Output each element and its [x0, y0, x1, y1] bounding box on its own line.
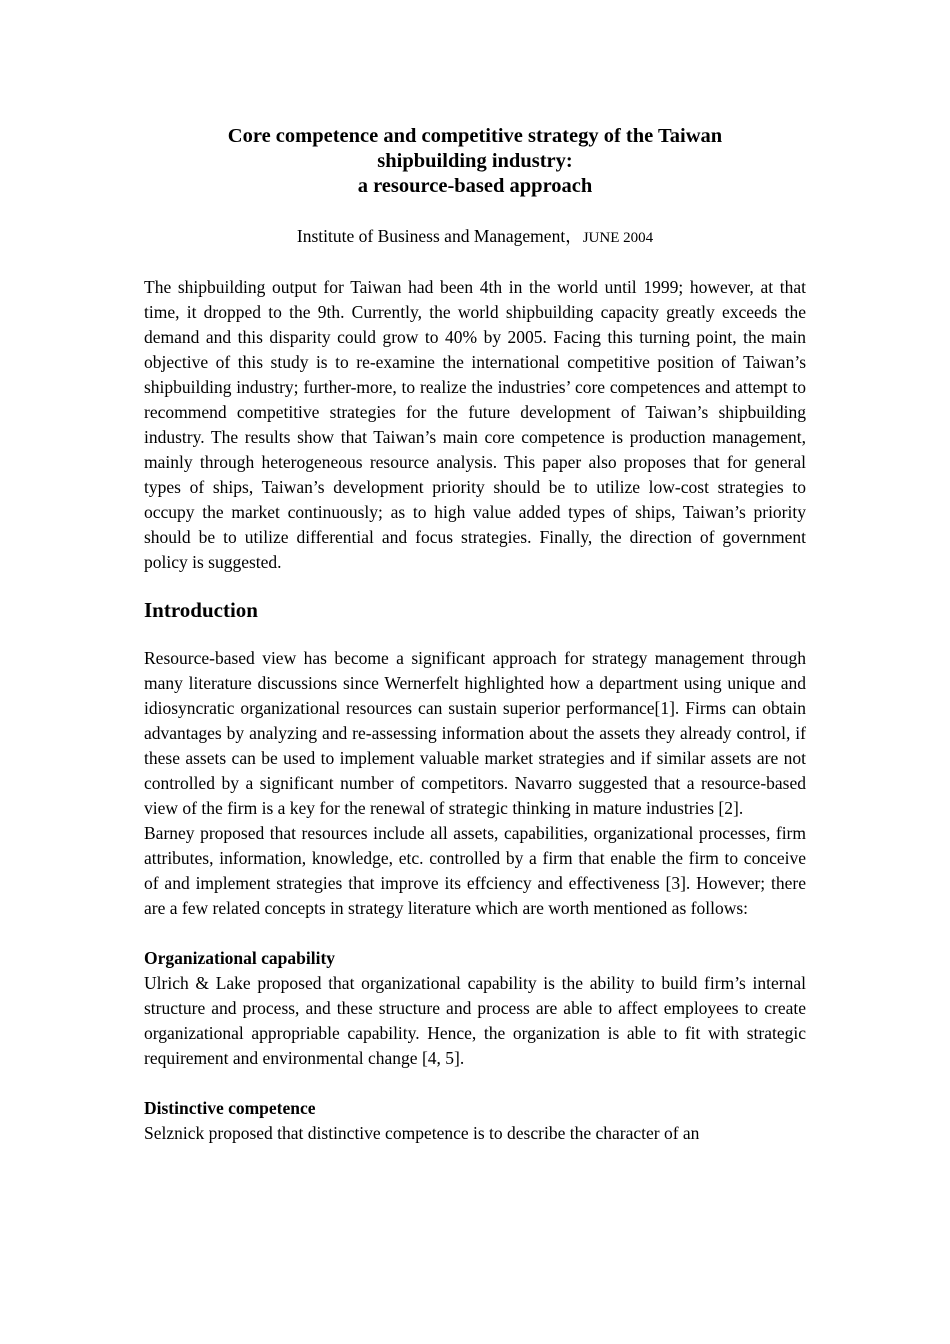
paper-title-line-1: Core competence and competitive strategy of the Taiwan: [227, 125, 723, 147]
introduction-paragraph-1: Resource-based view has become a significant approach for strategy management through many literature discussions since Wernerfelt highlighted how a department using unique and idiosyncratic organizational resources can sustain superior performance[1]. Firms can obtain advantages by analyzing and re-assessing information about the assets they already control, if these assets can be used to implement valuable market strategies and if similar assets are not controlled by a significant number of competitors. Navarro suggested that a resource-based view of the firm is a key for the renewal of strategic thinking in mature industries [2].: [144, 648, 806, 818]
paper-title-line-2: shipbuilding industry:: [377, 150, 573, 172]
paper-title: [144, 124, 806, 199]
distinctive-competence-heading: Distinctive competence: [144, 1098, 316, 1118]
organizational-capability-heading: Organizational capability: [144, 948, 336, 968]
paper-page: [144, 124, 806, 1146]
publication-date: JUNE 2004: [582, 230, 654, 246]
distinctive-competence-paragraph: Selznick proposed that distinctive competence is to describe the character of an: [144, 1123, 700, 1143]
abstract-paragraph: The shipbuilding output for Taiwan had been 4th in the world until 1999; however, at that time, it dropped to the 9th. Currently, the world shipbuilding capacity greatly exceeds the demand and this disparity could grow to 40% by 2005. Facing this turning point, the main objective of this study is to re-examine the international competitive position of Taiwan’s shipbuilding industry; further-more, to realize the industries’ core competences and attempt to recommend competitive strategies for the future development of Taiwan’s shipbuilding industry. The results show that Taiwan’s main core competence is production management, mainly through heterogeneous resource analysis. This paper also proposes that for general types of ships, Taiwan’s development priority should be to utilize low-cost strategies to occupy the market continuously; as to high value added types of ships, Taiwan’s priority should be to utilize differential and focus strategies. Finally, the direction of government policy is suggested.: [144, 277, 806, 572]
organizational-capability-paragraph: Ulrich & Lake proposed that organizational capability is the ability to build firm’s internal structure and process, and these structure and process are able to affect employees to create organizational appropriable capability. Hence, the organization is able to fit with strategic requirement and environmental change [4, 5].: [144, 973, 806, 1068]
affiliation-line: [144, 224, 806, 251]
paper-title-line-3: a resource-based approach: [357, 175, 593, 197]
introduction-heading: Introduction: [144, 598, 258, 622]
institute-name: Institute of Business and Management，: [296, 226, 583, 246]
introduction-paragraph-2: Barney proposed that resources include all assets, capabilities, organizational processes, firm attributes, information, knowledge, etc. controlled by a firm that enable the firm to conceive of and implement strategies that improve its effciency and effectiveness [3]. However; there are a few related concepts in strategy literature which are worth mentioned as follows:: [144, 823, 806, 918]
